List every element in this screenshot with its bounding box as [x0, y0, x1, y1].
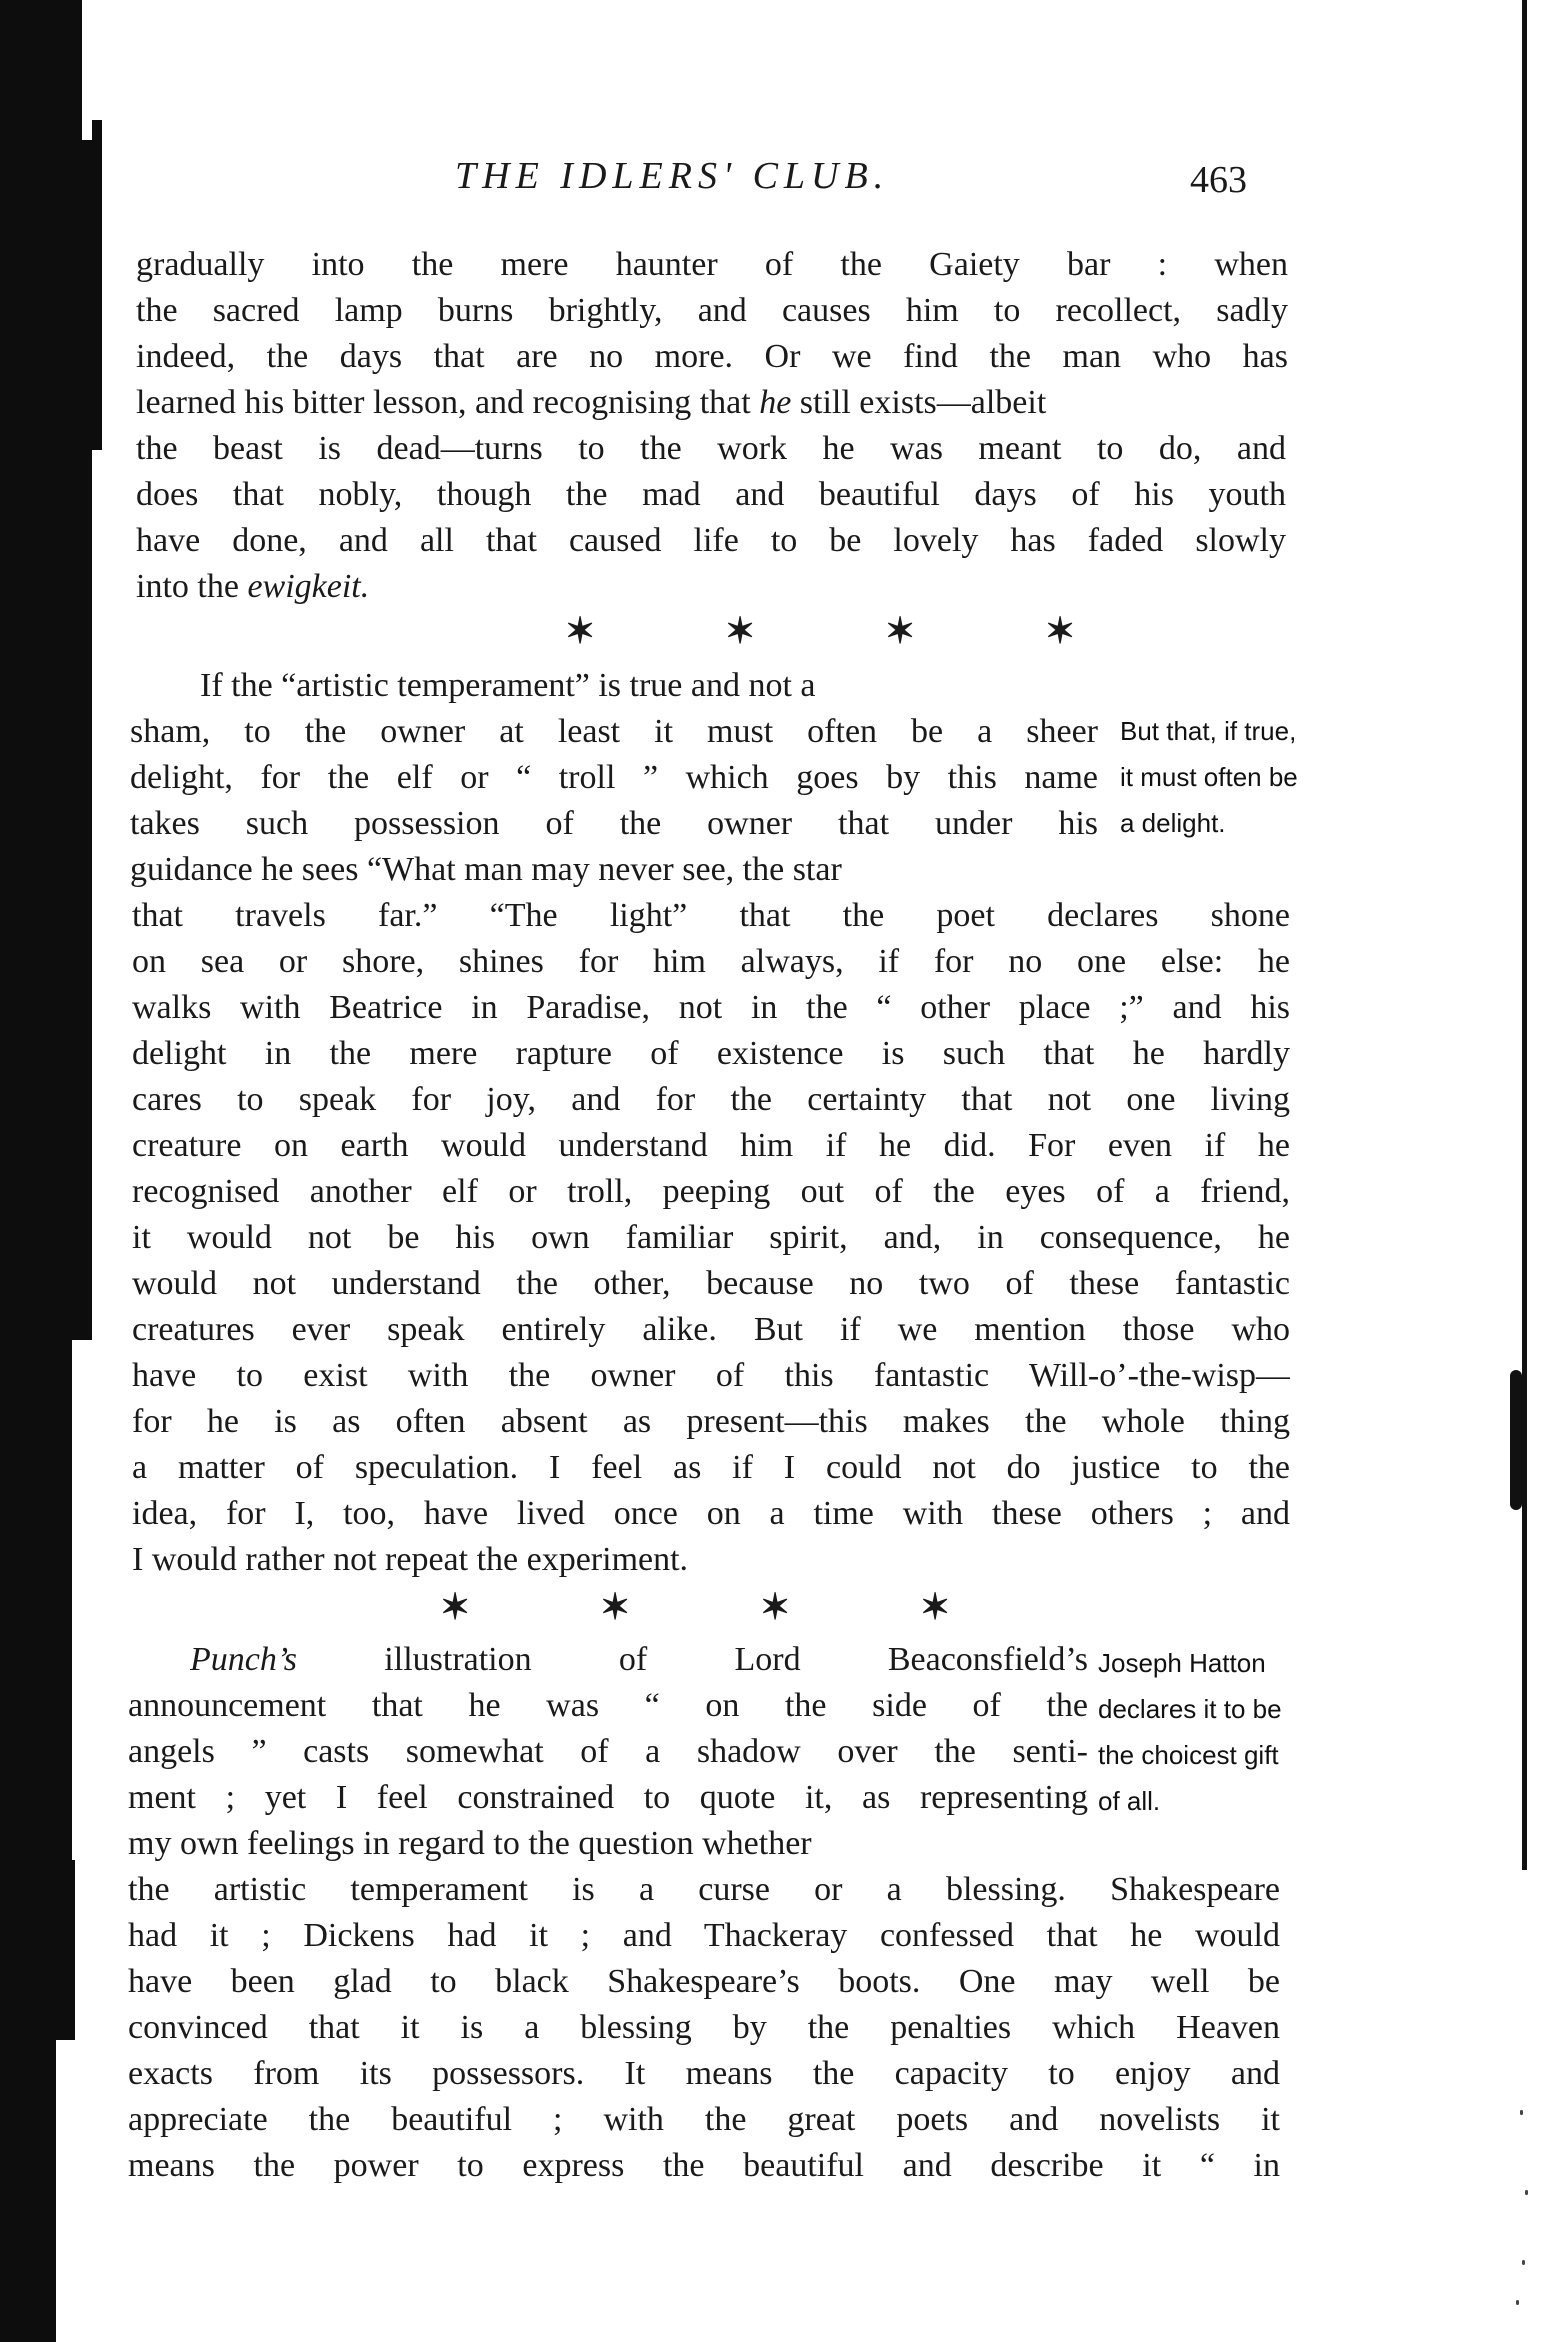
- asterism-star: ✶: [600, 1587, 631, 1627]
- text-line: announcement that he was “ on the side of the: [128, 1687, 1088, 1724]
- margin-note-line: a delight.: [1120, 808, 1226, 838]
- text-line: I would rather not repeat the experiment.: [132, 1541, 689, 1578]
- asterism-star: ✶: [440, 1587, 471, 1627]
- text-line: that travels far.” “The light” that the poet declares shone: [132, 897, 1290, 934]
- asterism-star: ✶: [885, 611, 916, 651]
- text-line: exacts from its possessors. It means the capacity to enjoy and: [128, 2055, 1280, 2092]
- text-line: for he is as often absent as present—this makes the whole thing: [132, 1403, 1290, 1440]
- text-line: takes such possession of the owner that under his: [130, 805, 1098, 842]
- margin-note-line: But that, if true,: [1120, 716, 1297, 746]
- section-separator: [565, 610, 1205, 652]
- text-line: the beast is dead—turns to the work he was meant to do, and: [136, 430, 1286, 467]
- asterism-star: ✶: [760, 1587, 791, 1627]
- text-line: the sacred lamp burns brightly, and causes him to recollect, sadly: [136, 292, 1288, 329]
- text-line: it would not be his own familiar spirit, and, in consequence, he: [132, 1219, 1290, 1256]
- text-line: does that nobly, though the mad and beautiful days of his youth: [136, 476, 1286, 513]
- asterism-star: ✶: [920, 1587, 951, 1627]
- margin-note-line: the choicest gift: [1098, 1740, 1279, 1770]
- text-line: into the ewigkeit.: [136, 568, 370, 605]
- asterism-star: ✶: [565, 611, 596, 651]
- text-line: had it ; Dickens had it ; and Thackeray confessed that he would: [128, 1917, 1280, 1954]
- text-line: Punch’s illustration of Lord Beaconsfield’s: [190, 1641, 1088, 1678]
- text-line: appreciate the beautiful ; with the great poets and novelists it: [128, 2101, 1280, 2138]
- text-line: means the power to express the beautiful and describe it “ in: [128, 2147, 1280, 2184]
- text-line: indeed, the days that are no more. Or we find the man who has: [136, 338, 1288, 375]
- text-line: my own feelings in regard to the question whether: [128, 1825, 812, 1862]
- margin-note-line: declares it to be: [1098, 1694, 1282, 1724]
- text-line: sham, to the owner at least it must often be a sheer: [130, 713, 1098, 750]
- text-line: If the “artistic temperament” is true and not a: [200, 667, 816, 704]
- margin-note-line: of all.: [1098, 1786, 1161, 1816]
- asterism-star: ✶: [1045, 611, 1076, 651]
- section-separator: [440, 1586, 1080, 1628]
- text-line: creature on earth would understand him if he did. For even if he: [132, 1127, 1290, 1164]
- text-line: angels ” casts somewhat of a shadow over the senti-: [128, 1733, 1088, 1770]
- running-title: THE IDLERS' CLUB.: [455, 155, 890, 197]
- text-line: a matter of speculation. I feel as if I could not do justice to the: [132, 1449, 1290, 1486]
- text-line: have done, and all that caused life to be lovely has faded slowly: [136, 522, 1286, 559]
- text-line: would not understand the other, because no two of these fantastic: [132, 1265, 1290, 1302]
- text-line: delight in the mere rapture of existence is such that he hardly: [132, 1035, 1290, 1072]
- text-line: on sea or shore, shines for him always, if for no one else: he: [132, 943, 1290, 980]
- text-line: convinced that it is a blessing by the penalties which Heaven: [128, 2009, 1280, 2046]
- text-line: idea, for I, too, have lived once on a time with these others ; and: [132, 1495, 1290, 1532]
- text-line: have been glad to black Shakespeare’s boots. One may well be: [128, 1963, 1280, 2000]
- asterism-star: ✶: [725, 611, 756, 651]
- text-line: learned his bitter lesson, and recognising that he still exists—albeit: [136, 384, 1047, 421]
- text-line: recognised another elf or troll, peeping out of the eyes of a friend,: [132, 1173, 1290, 1210]
- text-line: walks with Beatrice in Paradise, not in the “ other place ;” and his: [132, 989, 1290, 1026]
- margin-note-line: Joseph Hatton: [1098, 1648, 1266, 1678]
- page-number: 463: [1190, 159, 1247, 201]
- text-line: delight, for the elf or “ troll ” which goes by this name: [130, 759, 1098, 796]
- text-line: cares to speak for joy, and for the certainty that not one living: [132, 1081, 1290, 1118]
- text-line: the artistic temperament is a curse or a blessing. Shakespeare: [128, 1871, 1280, 1908]
- margin-note-line: it must often be: [1120, 762, 1298, 792]
- text-line: ment ; yet I feel constrained to quote it, as representing: [128, 1779, 1088, 1816]
- text-line: have to exist with the owner of this fantastic Will-o’-the-wisp—: [132, 1357, 1290, 1394]
- text-line: guidance he sees “What man may never see, the star: [130, 851, 842, 888]
- text-line: creatures ever speak entirely alike. But if we mention those who: [132, 1311, 1290, 1348]
- text-line: gradually into the mere haunter of the Gaiety bar : when: [136, 246, 1288, 283]
